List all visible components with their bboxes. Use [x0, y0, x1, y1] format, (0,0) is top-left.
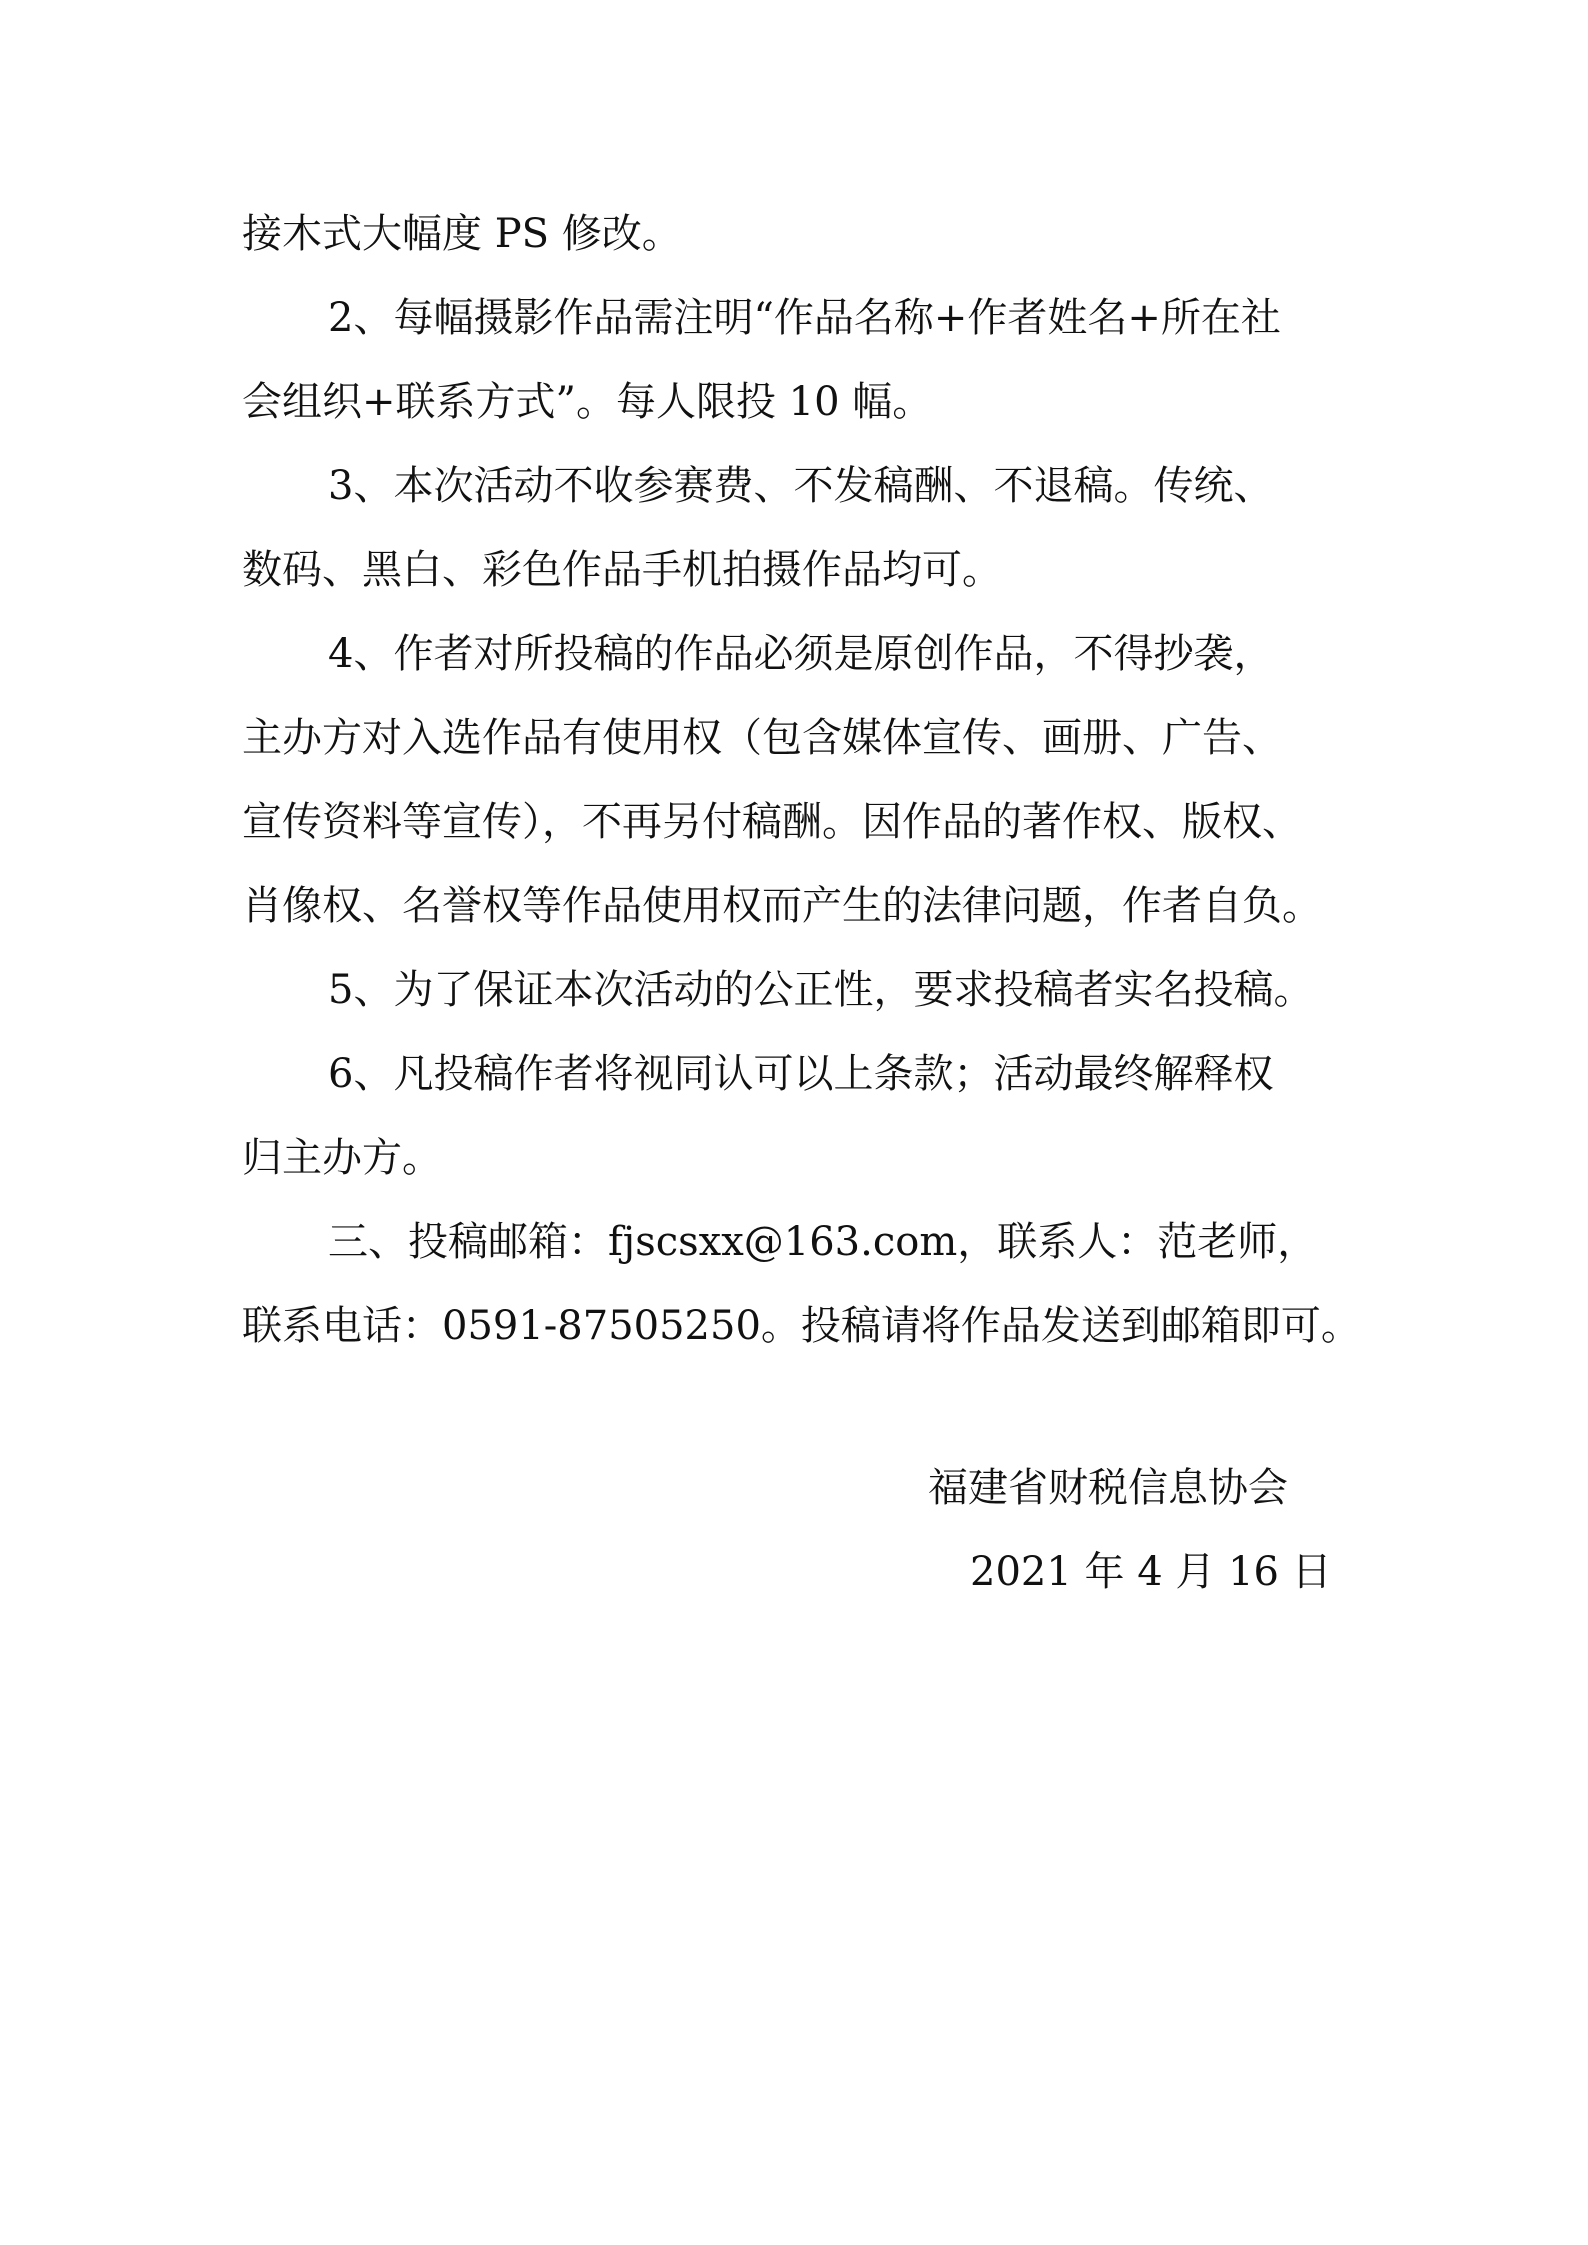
body-line-8: 宣传资料等宣传），不再另付稿酬。因作品的著作权、版权、 [242, 799, 1302, 845]
body-line-6: 4、作者对所投稿的作品必须是原创作品，不得抄袭， [328, 631, 1274, 677]
body-line-4: 3、本次活动不收参赛费、不发稿酬、不退稿。传统、 [328, 463, 1274, 509]
body-line-12: 归主办方。 [242, 1135, 442, 1181]
signature-date: 2021 年 4 月 16 日 [970, 1549, 1332, 1595]
body-line-11: 6、凡投稿作者将视同认可以上条款；活动最终解释权 [328, 1051, 1274, 1097]
body-line-10: 5、为了保证本次活动的公正性，要求投稿者实名投稿。 [328, 967, 1314, 1013]
body-line-1: 接木式大幅度 PS 修改。 [242, 211, 682, 257]
body-line-3: 会组织+联系方式”。每人限投 10 幅。 [242, 379, 933, 425]
body-line-2: 2、每幅摄影作品需注明“作品名称+作者姓名+所在社 [328, 295, 1281, 341]
body-line-9: 肖像权、名誉权等作品使用权而产生的法律问题，作者自负。 [242, 883, 1322, 929]
body-line-13: 三、投稿邮箱：fjscsxx@163.com，联系人：范老师， [328, 1219, 1318, 1265]
body-line-14: 联系电话：0591-87505250。投稿请将作品发送到邮箱即可。 [242, 1303, 1361, 1349]
body-line-7: 主办方对入选作品有使用权（包含媒体宣传、画册、广告、 [242, 715, 1282, 761]
signature-organization: 福建省财税信息协会 [928, 1465, 1288, 1511]
body-line-5: 数码、黑白、彩色作品手机拍摄作品均可。 [242, 547, 1002, 593]
